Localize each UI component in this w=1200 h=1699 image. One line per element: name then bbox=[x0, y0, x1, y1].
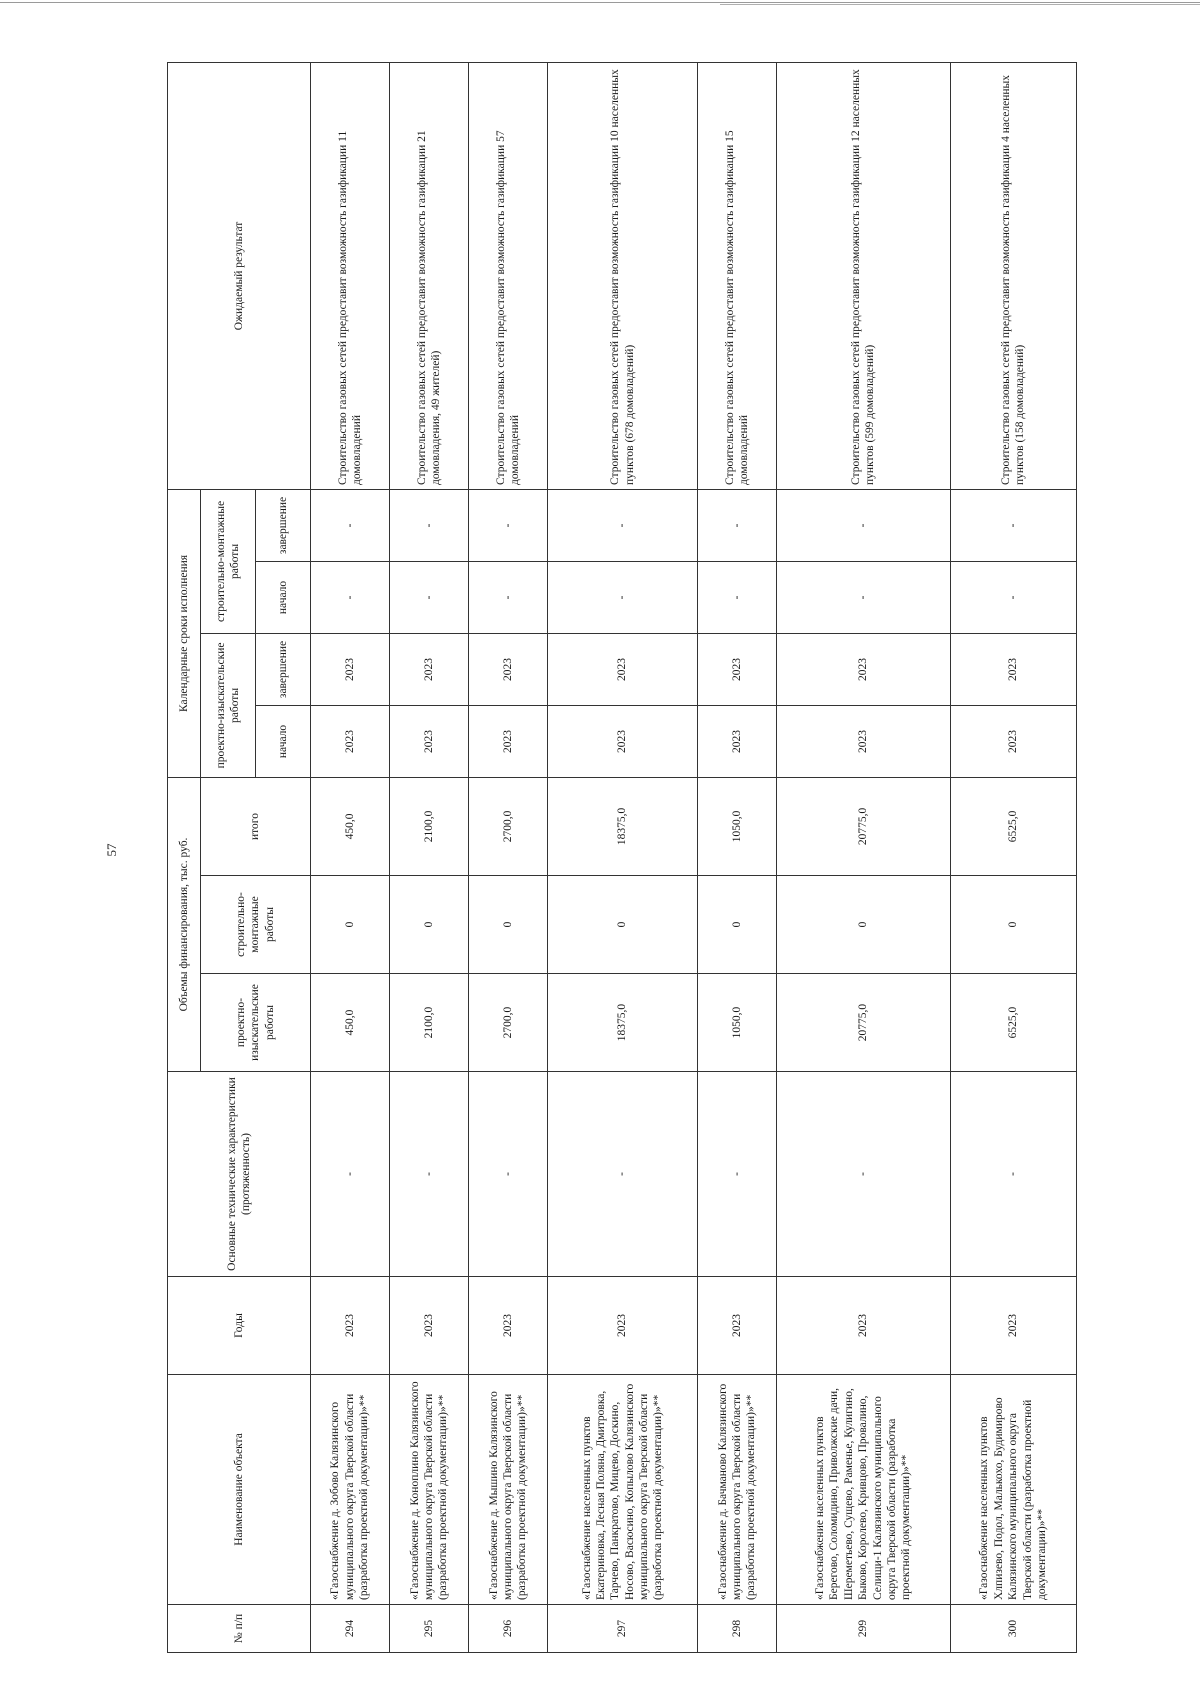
tech-characteristics: - bbox=[777, 1072, 951, 1277]
total-funding: 6525,0 bbox=[950, 777, 1076, 875]
total-funding: 18375,0 bbox=[548, 777, 698, 875]
object-name: «Газоснабжение населенных пунктов Берегово, Соломидино, Приволжские дачи, Шереметьево, Сущево, Раменье, Кулигино, Быково, Королево, Кривцово, Провалино, Селищи-1 Калязинского муниципального округа Тверской области (разработка проектной документации)»** bbox=[777, 1375, 951, 1605]
year-cell: 2023 bbox=[777, 1277, 951, 1375]
tech-characteristics: - bbox=[950, 1072, 1076, 1277]
table-row bbox=[777, 62, 951, 1652]
design-start: 2023 bbox=[548, 705, 698, 777]
construction-start: - bbox=[390, 561, 469, 633]
construction-funding: 0 bbox=[950, 876, 1076, 974]
tech-characteristics: - bbox=[390, 1072, 469, 1277]
design-end: 2023 bbox=[950, 633, 1076, 705]
design-start: 2023 bbox=[777, 705, 951, 777]
design-end: 2023 bbox=[698, 633, 777, 705]
row-number: 298 bbox=[698, 1605, 777, 1653]
construction-end: - bbox=[390, 489, 469, 561]
construction-start: - bbox=[548, 561, 698, 633]
header-row-1 bbox=[168, 62, 201, 1652]
construction-end: - bbox=[950, 489, 1076, 561]
row-number: 300 bbox=[950, 1605, 1076, 1653]
tech-characteristics: - bbox=[311, 1072, 390, 1277]
header-fin-design: проектно-изыскательские работы bbox=[201, 974, 311, 1072]
expected-result: Строительство газовых сетей предоставит возможность газификации 12 населенных пунктов (599 домовладений) bbox=[777, 62, 951, 489]
total-funding: 450,0 bbox=[311, 777, 390, 875]
object-name: «Газоснабжение д. Бачманово Калязинского муниципального округа Тверской области (разработка проектной документации)»** bbox=[698, 1375, 777, 1605]
scan-edge-line bbox=[0, 2, 1200, 3]
design-funding: 18375,0 bbox=[548, 974, 698, 1072]
design-funding: 6525,0 bbox=[950, 974, 1076, 1072]
row-number: 294 bbox=[311, 1605, 390, 1653]
tech-characteristics: - bbox=[698, 1072, 777, 1277]
header-result: Ожидаемый результат bbox=[168, 62, 311, 489]
design-start: 2023 bbox=[698, 705, 777, 777]
year-cell: 2023 bbox=[469, 1277, 548, 1375]
object-name: «Газоснабжение д. Мышино Калязинского муниципального округа Тверской области (разработка проектной документации)»** bbox=[469, 1375, 548, 1605]
header-num: № п/п bbox=[168, 1605, 311, 1653]
object-name: «Газоснабжение д. Зобово Калязинского муниципального округа Тверской области (разработка проектной документации)»** bbox=[311, 1375, 390, 1605]
table-row bbox=[311, 62, 390, 1652]
expected-result: Строительство газовых сетей предоставит возможность газификации 21 домовладения, 49 жителей) bbox=[390, 62, 469, 489]
construction-end: - bbox=[698, 489, 777, 561]
design-end: 2023 bbox=[548, 633, 698, 705]
row-number: 296 bbox=[469, 1605, 548, 1653]
table-body bbox=[311, 62, 1077, 1652]
expected-result: Строительство газовых сетей предоставит возможность газификации 15 домовладений bbox=[698, 62, 777, 489]
design-funding: 2100,0 bbox=[390, 974, 469, 1072]
table-row bbox=[698, 62, 777, 1652]
construction-funding: 0 bbox=[390, 876, 469, 974]
construction-start: - bbox=[777, 561, 951, 633]
construction-funding: 0 bbox=[698, 876, 777, 974]
tech-characteristics: - bbox=[548, 1072, 698, 1277]
design-funding: 2700,0 bbox=[469, 974, 548, 1072]
table-row bbox=[390, 62, 469, 1652]
header-cal-design: проектно-изыскательские работы bbox=[201, 633, 256, 777]
design-start: 2023 bbox=[469, 705, 548, 777]
year-cell: 2023 bbox=[390, 1277, 469, 1375]
header-calendar: Календарные сроки исполнения bbox=[168, 489, 201, 777]
table-row bbox=[469, 62, 548, 1652]
scan-edge-line bbox=[720, 4, 1200, 5]
construction-start: - bbox=[698, 561, 777, 633]
header-years: Годы bbox=[168, 1277, 311, 1375]
total-funding: 2700,0 bbox=[469, 777, 548, 875]
construction-start: - bbox=[950, 561, 1076, 633]
object-name: «Газоснабжение д. Коноплино Калязинского муниципального округа Тверской области (разработка проектной документации)»** bbox=[390, 1375, 469, 1605]
design-funding: 1050,0 bbox=[698, 974, 777, 1072]
design-end: 2023 bbox=[777, 633, 951, 705]
header-name: Наименование объекта bbox=[168, 1375, 311, 1605]
header-construct-start: начало bbox=[256, 561, 311, 633]
year-cell: 2023 bbox=[950, 1277, 1076, 1375]
header-design-start: начало bbox=[256, 705, 311, 777]
construction-end: - bbox=[548, 489, 698, 561]
object-name: «Газоснабжение населенных пунктов Екатериновка, Лесная Поляна, Дмитровка, Тарчево, Панкратово, Мицево, Доскино, Носово, Васюсино, Копылово Калязинского муниципального округа Тверской области (разработка проектной документации)»** bbox=[548, 1375, 698, 1605]
expected-result: Строительство газовых сетей предоставит возможность газификации 10 населенных пунктов (678 домовладений) bbox=[548, 62, 698, 489]
year-cell: 2023 bbox=[548, 1277, 698, 1375]
construction-funding: 0 bbox=[311, 876, 390, 974]
construction-funding: 0 bbox=[548, 876, 698, 974]
header-fin-total: итого bbox=[201, 777, 311, 875]
expected-result: Строительство газовых сетей предоставит возможность газификации 11 домовладений bbox=[311, 62, 390, 489]
year-cell: 2023 bbox=[698, 1277, 777, 1375]
table-holder bbox=[167, 63, 1077, 1653]
construction-start: - bbox=[469, 561, 548, 633]
construction-start: - bbox=[311, 561, 390, 633]
construction-funding: 0 bbox=[469, 876, 548, 974]
row-number: 295 bbox=[390, 1605, 469, 1653]
gasification-objects-table bbox=[167, 62, 1077, 1653]
construction-end: - bbox=[311, 489, 390, 561]
design-end: 2023 bbox=[311, 633, 390, 705]
header-fin-construct: строительно-монтажные работы bbox=[201, 876, 311, 974]
design-start: 2023 bbox=[311, 705, 390, 777]
header-cal-construct: строительно-монтажные работы bbox=[201, 489, 256, 633]
design-start: 2023 bbox=[390, 705, 469, 777]
page-number: 57 bbox=[104, 843, 119, 857]
row-number: 299 bbox=[777, 1605, 951, 1653]
expected-result: Строительство газовых сетей предоставит возможность газификации 57 домовладений bbox=[469, 62, 548, 489]
design-funding: 450,0 bbox=[311, 974, 390, 1072]
total-funding: 20775,0 bbox=[777, 777, 951, 875]
construction-funding: 0 bbox=[777, 876, 951, 974]
rotated-table-wrapper bbox=[167, 63, 1077, 1653]
total-funding: 1050,0 bbox=[698, 777, 777, 875]
object-name: «Газоснабжение населенных пунктов Хлпизево, Подол, Малькохо, Будимирово Калязинского муниципального округа Тверской области (разработка проектной документации)»** bbox=[950, 1375, 1076, 1605]
construction-end: - bbox=[469, 489, 548, 561]
total-funding: 2100,0 bbox=[390, 777, 469, 875]
expected-result: Строительство газовых сетей предоставит возможность газификации 4 населенных пунктов (158 домовладений) bbox=[950, 62, 1076, 489]
design-end: 2023 bbox=[469, 633, 548, 705]
tech-characteristics: - bbox=[469, 1072, 548, 1277]
design-end: 2023 bbox=[390, 633, 469, 705]
row-number: 297 bbox=[548, 1605, 698, 1653]
design-start: 2023 bbox=[950, 705, 1076, 777]
design-funding: 20775,0 bbox=[777, 974, 951, 1072]
table-row bbox=[548, 62, 698, 1652]
table-row bbox=[950, 62, 1076, 1652]
header-construct-end: завершение bbox=[256, 489, 311, 561]
header-design-end: завершение bbox=[256, 633, 311, 705]
header-tech: Основные технические характеристики (протяженность) bbox=[168, 1072, 311, 1277]
header-finance: Объемы финансирования, тыс. руб. bbox=[168, 777, 201, 1071]
construction-end: - bbox=[777, 489, 951, 561]
year-cell: 2023 bbox=[311, 1277, 390, 1375]
